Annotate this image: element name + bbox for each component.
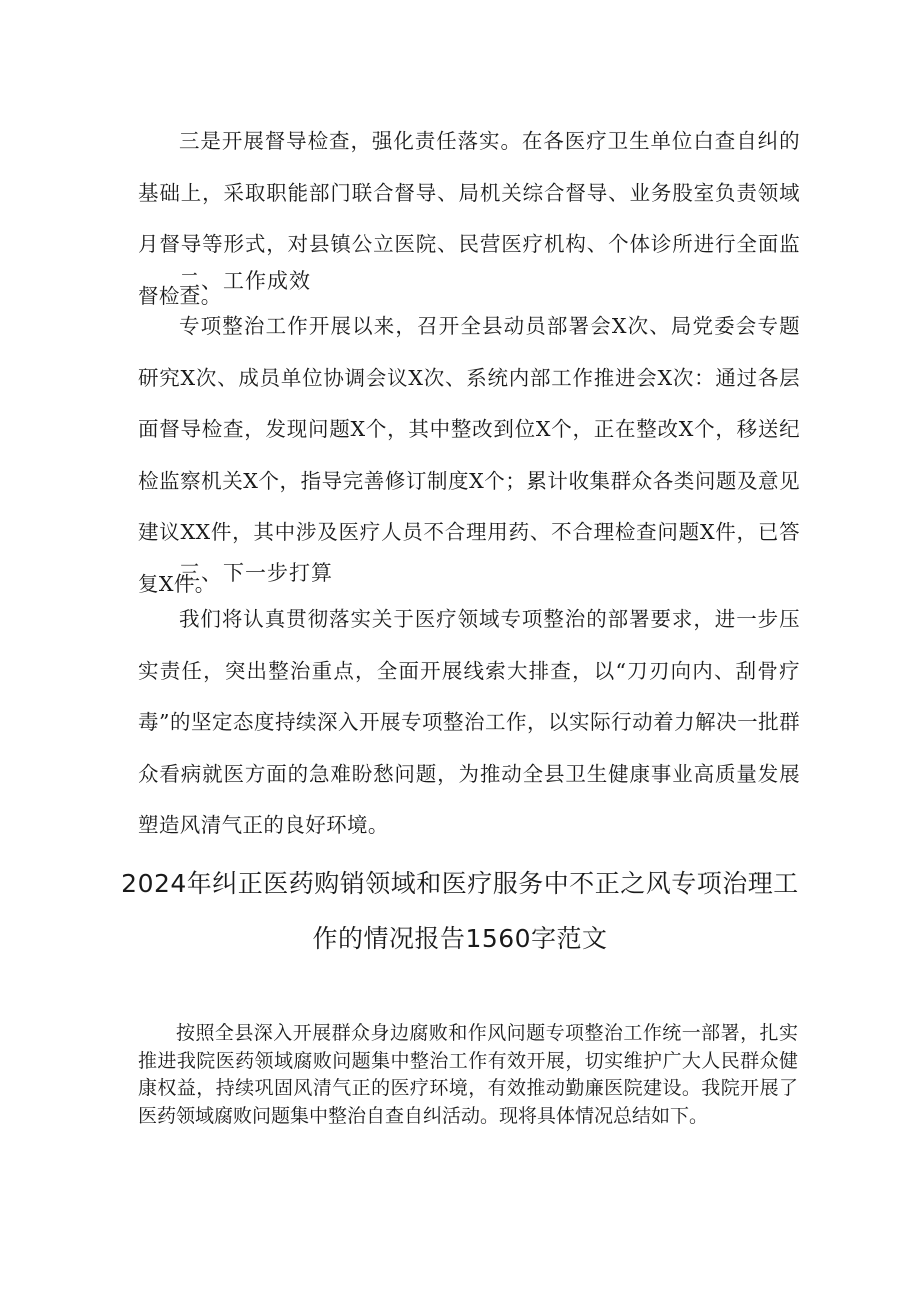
intro-paragraph: 按照全县深入开展群众身边腐败和作风问题专项整治工作统一部署，扎实推进我院医药领域腐败问题集中整治工作有效开展，切实维护广大人民群众健康权益，持续巩固风清气正的医疗环境，有效推动勤廉医院建设。我院开展了医药领域腐败问题集中整治自查自纠活动。现将具体情况总结如下。 — [138, 1022, 798, 1127]
paragraph-supervision: 三是开展督导检查，强化责任落实。在各医疗卫生单位白查自纠的基础上，采取职能部门联合督导、局机关综合督导、业务股室负责领域月督导等形式，对县镇公立医院、民营医疗机构、个体诊所进行全面监督检查。 — [138, 129, 800, 308]
paragraph-next-steps: 我们将认真贯彻落实关于医疗领域专项整治的部署要求，进一步压实责任，突出整治重点，全面开展线索大排查，以“刀刃向内、刮骨疗毒”的坚定态度持续深入开展专项整治工作，以实际行动着力解决一批群众看病就医方面的急难盼愁问题，为推动全县卫生健康事业高质量发展塑造风清气正的良好环境。 — [138, 607, 800, 837]
heading-work-results: 二、工作成效 — [179, 269, 311, 293]
paragraph-work-results: 专项整治工作开展以来，召开全县动员部署会X次、局党委会专题研究X次、成员单位协调会议X次、系统内部工作推进会X次：通过各层面督导检查，发现问题X个，其中整改到位X个，正在整改X个，移送纪检监察机关X个，指导完善修订制度X个；累计收集群众各类问题及意见建议XX件，其中涉及医疗人员不合理用药、不合理检查问题X件，已答复X件。 — [138, 314, 800, 596]
document-title: 2024年纠正医药购销领域和医疗服务中不正之风专项治理工作的情况报告1560字范文 — [121, 869, 799, 953]
heading-next-steps: 三、下一步打算 — [179, 561, 333, 585]
